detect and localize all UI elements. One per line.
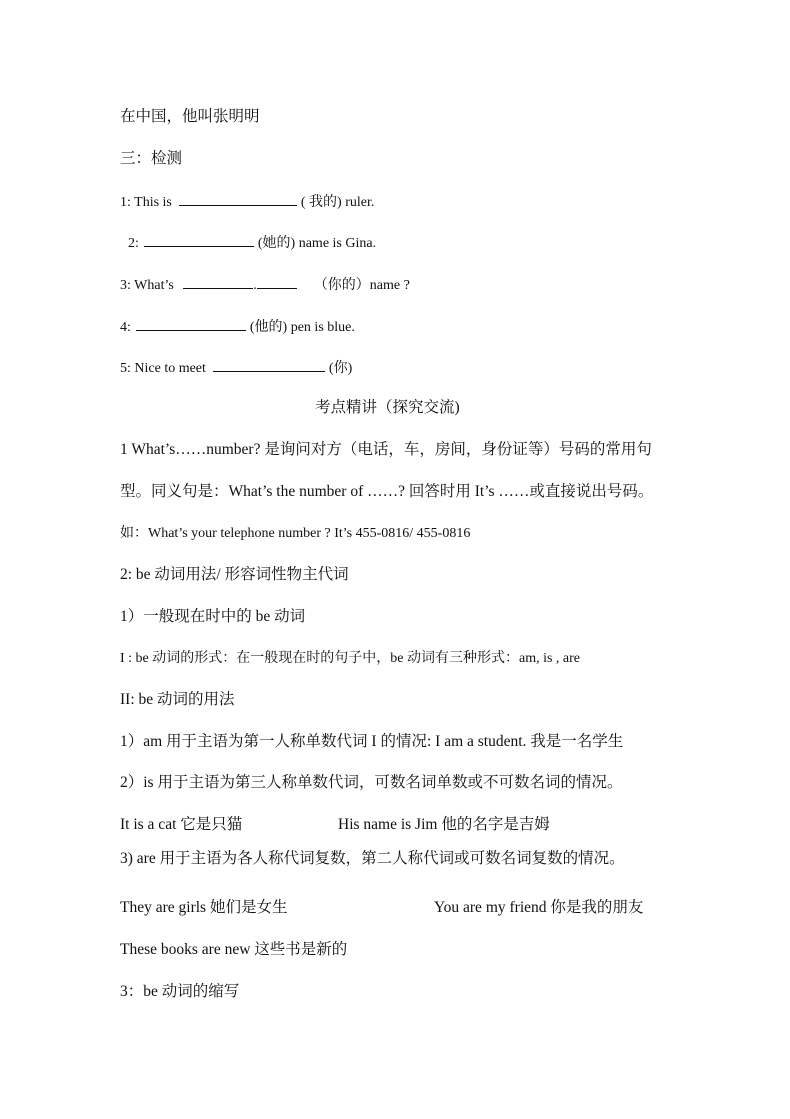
- exercise-2: [128, 233, 376, 253]
- exercise-1-prefix: 1: This is: [120, 195, 172, 210]
- point2-usage1: 1）am 用于主语为第一人称单数代词 I 的情况: I am a student. 我是一名学生: [120, 733, 624, 750]
- point2-form-i: I : be 动词的形式：在一般现在时的句子中，be 动词有三种形式：am, is , are: [120, 651, 581, 666]
- point2-ex2a: It is a cat 它是只猫: [120, 816, 243, 833]
- point1-line2: 型。同义句是：What’s the number of ……? 回答时用 It’s ……或直接说出号码。: [120, 483, 654, 500]
- intro-line: 在中国，他叫张明明: [120, 108, 260, 125]
- point2-ex3c: These books are new 这些书是新的: [120, 941, 348, 958]
- exercise-4-suffix: (他的) pen is blue.: [249, 320, 355, 335]
- exercise-3-blank-b[interactable]: [257, 275, 297, 289]
- exercise-5-suffix: (你): [328, 361, 353, 376]
- exercise-4-blank[interactable]: [136, 317, 246, 331]
- exercise-3-mid: .: [253, 278, 257, 293]
- exercise-3-prefix: 3: What’s: [120, 278, 174, 293]
- point2-ex3a: They are girls 她们是女生: [120, 899, 288, 916]
- point2-heading: 2: be 动词用法/ 形容词性物主代词: [120, 566, 349, 583]
- point2-sub1: 1）一般现在时中的 be 动词: [120, 608, 306, 625]
- point3-heading: 3：be 动词的缩写: [120, 983, 240, 1000]
- point2-ex3b: You are my friend 你是我的朋友: [434, 899, 644, 916]
- point2-usage3: 3) are 用于主语为各人称代词复数，第二人称代词或可数名词复数的情况。: [120, 850, 625, 867]
- exercise-1: [120, 192, 374, 212]
- point2-usage2: 2）is 用于主语为第三人称单数代词，可数名词单数或不可数名词的情况。: [120, 774, 623, 791]
- point2-ex2b: His name is Jim 他的名字是吉姆: [338, 816, 550, 833]
- exercise-3: [120, 275, 410, 295]
- exercise-2-prefix: 2:: [128, 236, 139, 251]
- exercise-2-suffix: (她的) name is Gina.: [257, 236, 377, 251]
- point1-line3: 如：What’s your telephone number ? It’s 455-0816/ 455-0816: [120, 526, 471, 541]
- exercise-2-blank[interactable]: [144, 233, 254, 247]
- exercise-1-suffix: ( 我的) ruler.: [300, 195, 375, 210]
- exercise-3-blank-a[interactable]: [183, 275, 253, 289]
- section-title: 考点精讲（探究交流): [315, 399, 460, 416]
- exercise-4: [120, 317, 355, 337]
- exercise-5-blank[interactable]: [213, 358, 325, 372]
- section-check-heading: 三：检测: [120, 150, 183, 167]
- exercise-1-blank[interactable]: [179, 192, 297, 206]
- point1-line1: 1 What’s……number? 是询问对方（电话，车，房间，身份证等）号码的常用句: [120, 441, 652, 458]
- exercise-5-prefix: 5: Nice to meet: [120, 361, 206, 376]
- point2-usage-ii: II: be 动词的用法: [120, 691, 235, 708]
- exercise-3-suffix: （你的）name ?: [313, 278, 410, 293]
- exercise-4-prefix: 4:: [120, 320, 131, 335]
- exercise-5: [120, 358, 352, 378]
